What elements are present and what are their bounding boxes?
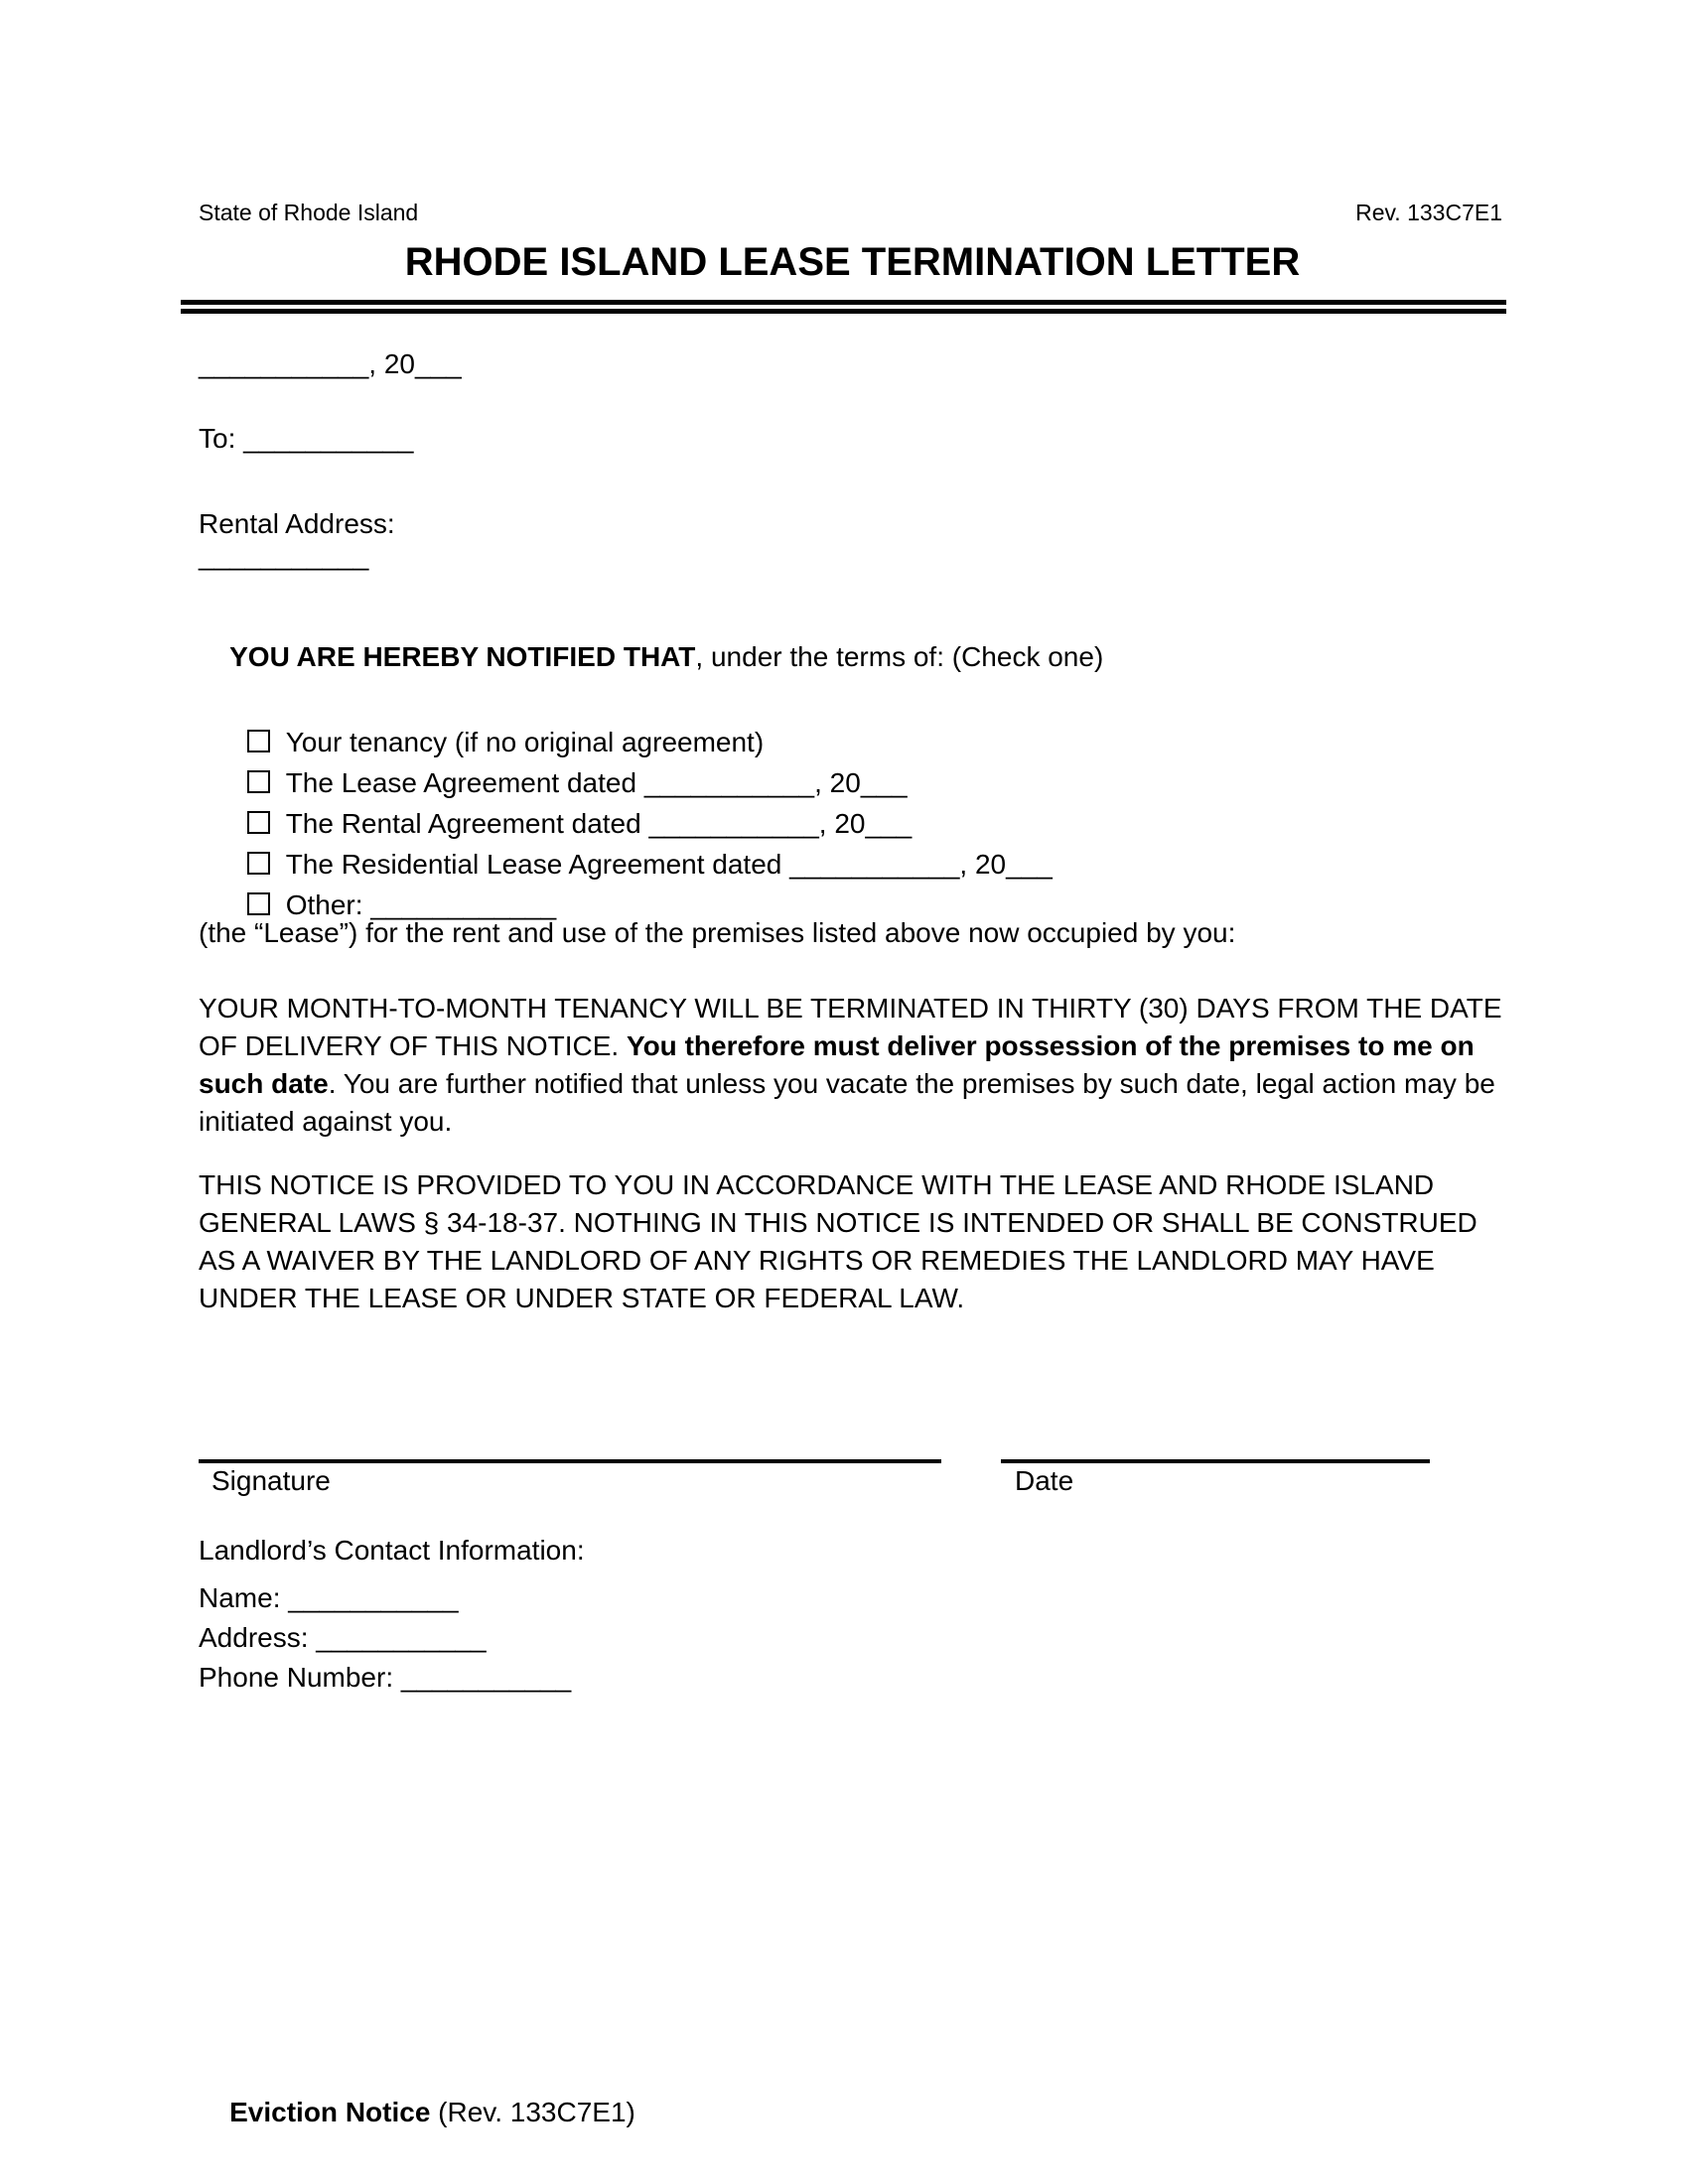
contact-name-field: Name: ___________ [199, 1582, 459, 1613]
header-state-label: State of Rhode Island [199, 200, 419, 225]
page-title: RHODE ISLAND LEASE TERMINATION LETTER [404, 240, 1301, 284]
to-field: To: ___________ [199, 423, 414, 454]
termination-paragraph [199, 990, 1504, 1141]
legal-notice-paragraph: THIS NOTICE IS PROVIDED TO YOU IN ACCORDANCE WITH THE LEASE AND RHODE ISLAND GENERAL LAWS § 34-18-37. NOTHING IN THIS NOTICE IS INTENDED OR SHALL BE CONSTRUED AS A WAIVER BY THE LANDLORD OF ANY RIGHTS OR REMEDIES THE LANDLORD MAY HAVE UNDER THE LEASE OR UNDER STATE OR FEDERAL LAW. [199, 1169, 1477, 1313]
check-one-list [201, 681, 1053, 920]
header-revision-label: Rev. 133C7E1 [1355, 200, 1502, 225]
title-divider [181, 300, 1506, 314]
checkbox-icon[interactable] [247, 770, 270, 793]
checkbox-label: The Residential Lease Agreement dated ___________, 20___ [285, 849, 1053, 880]
date-label: Date [1015, 1465, 1074, 1496]
checkbox-icon[interactable] [247, 730, 270, 752]
signature-rule [199, 1459, 941, 1463]
contact-heading: Landlord’s Contact Information: [199, 1535, 585, 1566]
checkbox-icon[interactable] [247, 852, 270, 875]
footer-line [199, 2065, 635, 2161]
checkbox-icon[interactable] [247, 892, 270, 915]
contact-phone-field: Phone Number: ___________ [199, 1662, 572, 1693]
checkbox-label: The Rental Agreement dated ___________, 20___ [285, 808, 913, 839]
footer-doc-type: Eviction Notice [229, 2097, 431, 2128]
date-rule [1001, 1459, 1430, 1463]
contact-address-field: Address: ___________ [199, 1622, 487, 1653]
notified-rest-text: , under the terms of: (Check one) [695, 641, 1104, 673]
checkbox-label: Your tenancy (if no original agreement) [285, 727, 765, 757]
notified-bold-text: YOU ARE HEREBY NOTIFIED THAT [229, 641, 696, 673]
footer-revision: (Rev. 133C7E1) [430, 2097, 635, 2128]
checkbox-icon[interactable] [247, 811, 270, 834]
paragraph1-pre-text: YOUR MONTH-TO-MONTH TENANCY WILL BE TERMINATED IN THIRTY (30) DAYS FROM THE DATE OF DELIVERY OF THIS NOTICE. [199, 993, 1502, 1061]
signature-label: Signature [211, 1465, 331, 1496]
rental-address-label: Rental Address: [199, 508, 395, 539]
checkbox-row-tenancy [201, 681, 1053, 757]
paragraph1-post-text: . You are further notified that unless you vacate the premises by such date, legal action may be initiated against you. [199, 1068, 1495, 1137]
checkbox-label: Other: ____________ [285, 889, 557, 920]
lease-clause-line: (the “Lease”) for the rent and use of the premises listed above now occupied by you: [199, 917, 1236, 948]
paragraph1-bold-text: You therefore must deliver possession of the premises to me on such date [199, 1030, 1475, 1099]
checkbox-label: The Lease Agreement dated ___________, 20___ [285, 767, 908, 798]
letter-date-blank: ___________, 20___ [199, 348, 462, 379]
rental-address-blank: ___________ [199, 540, 369, 571]
